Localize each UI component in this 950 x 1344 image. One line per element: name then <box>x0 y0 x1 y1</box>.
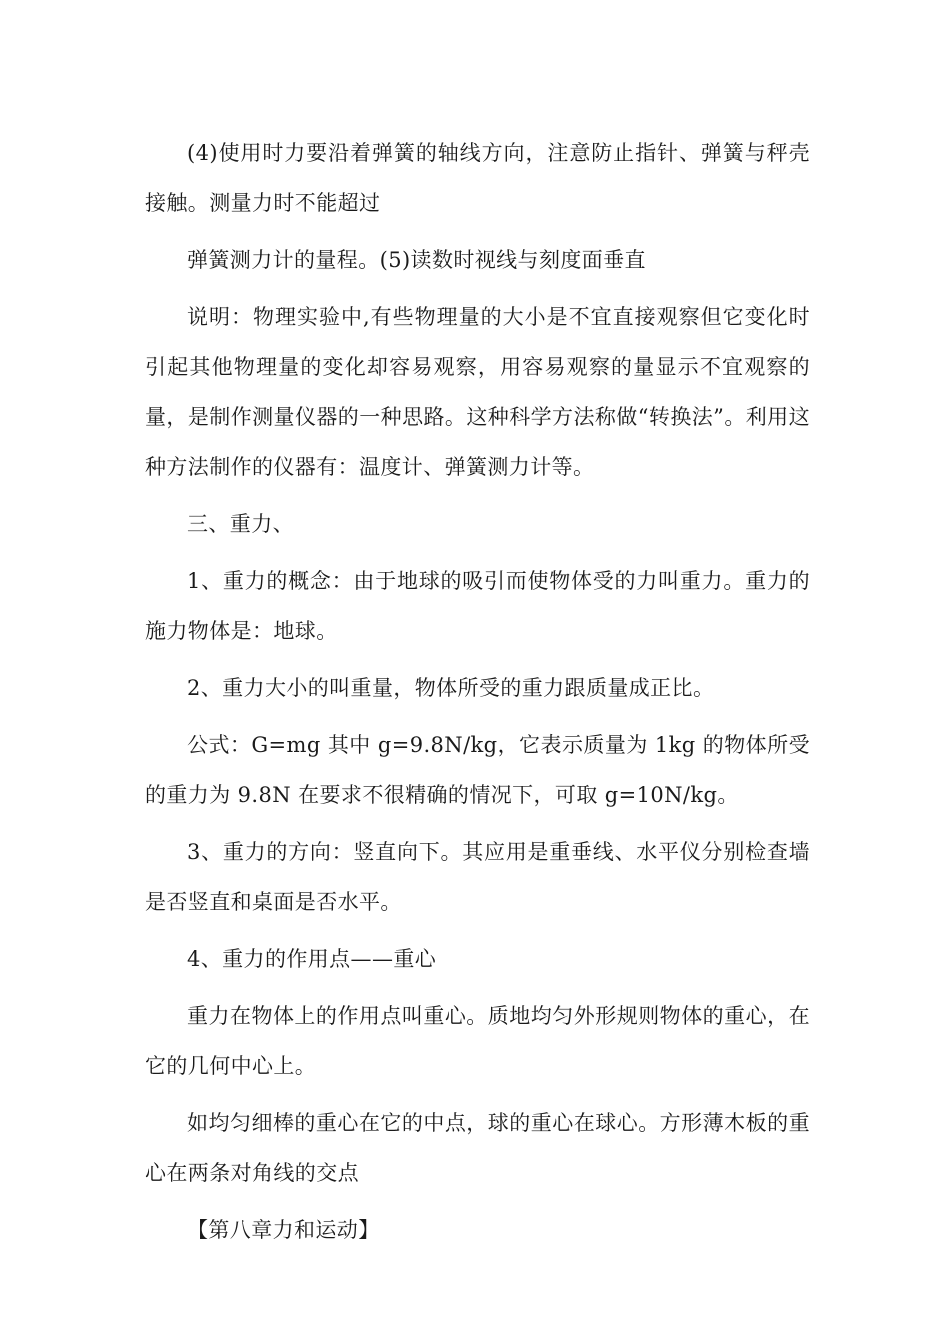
paragraph-spring-usage: (4)使用时力要沿着弹簧的轴线方向，注意防止指针、弹簧与秤壳接触。测量力时不能超过 <box>145 141 810 215</box>
paragraph-center-of-gravity-examples: 如均匀细棒的重心在它的中点，球的重心在球心。方形薄木板的重心在两条对角线的交点 <box>145 1111 810 1185</box>
paragraph-conversion-method: 说明：物理实验中,有些物理量的大小是不宜直接观察但它变化时引起其他物理量的变化却容易观察，用容易观察的量显示不宜观察的量，是制作测量仪器的一种思路。这种科学方法称做“转换法”。利用这种方法制作的仪器有：温度计、弹簧测力计等。 <box>145 305 810 479</box>
document-body <box>145 128 810 1262</box>
paragraph-spring-range: 弹簧测力计的量程。(5)读数时视线与刻度面垂直 <box>187 248 646 272</box>
paragraph-center-of-gravity-definition: 重力在物体上的作用点叫重心。质地均匀外形规则物体的重心，在它的几何中心上。 <box>145 1004 810 1078</box>
paragraph-gravity-formula: 公式：G=mg 其中 g=9.8N/kg，它表示质量为 1kg 的物体所受的重力为 9.8N 在要求不很精确的情况下，可取 g=10N/kg。 <box>145 733 810 807</box>
paragraph-gravity-direction: 3、重力的方向：竖直向下。其应用是重垂线、水平仪分别检查墙是否竖直和桌面是否水平。 <box>145 840 810 914</box>
paragraph-center-of-gravity-heading: 4、重力的作用点——重心 <box>187 947 437 971</box>
section-heading-gravity: 三、重力、 <box>187 512 294 536</box>
paragraph-gravity-concept: 1、重力的概念：由于地球的吸引而使物体受的力叫重力。重力的施力物体是：地球。 <box>145 569 810 643</box>
chapter-heading-force-and-motion: 【第八章力和运动】 <box>187 1218 380 1242</box>
paragraph-gravity-magnitude: 2、重力大小的叫重量，物体所受的重力跟质量成正比。 <box>187 676 715 700</box>
